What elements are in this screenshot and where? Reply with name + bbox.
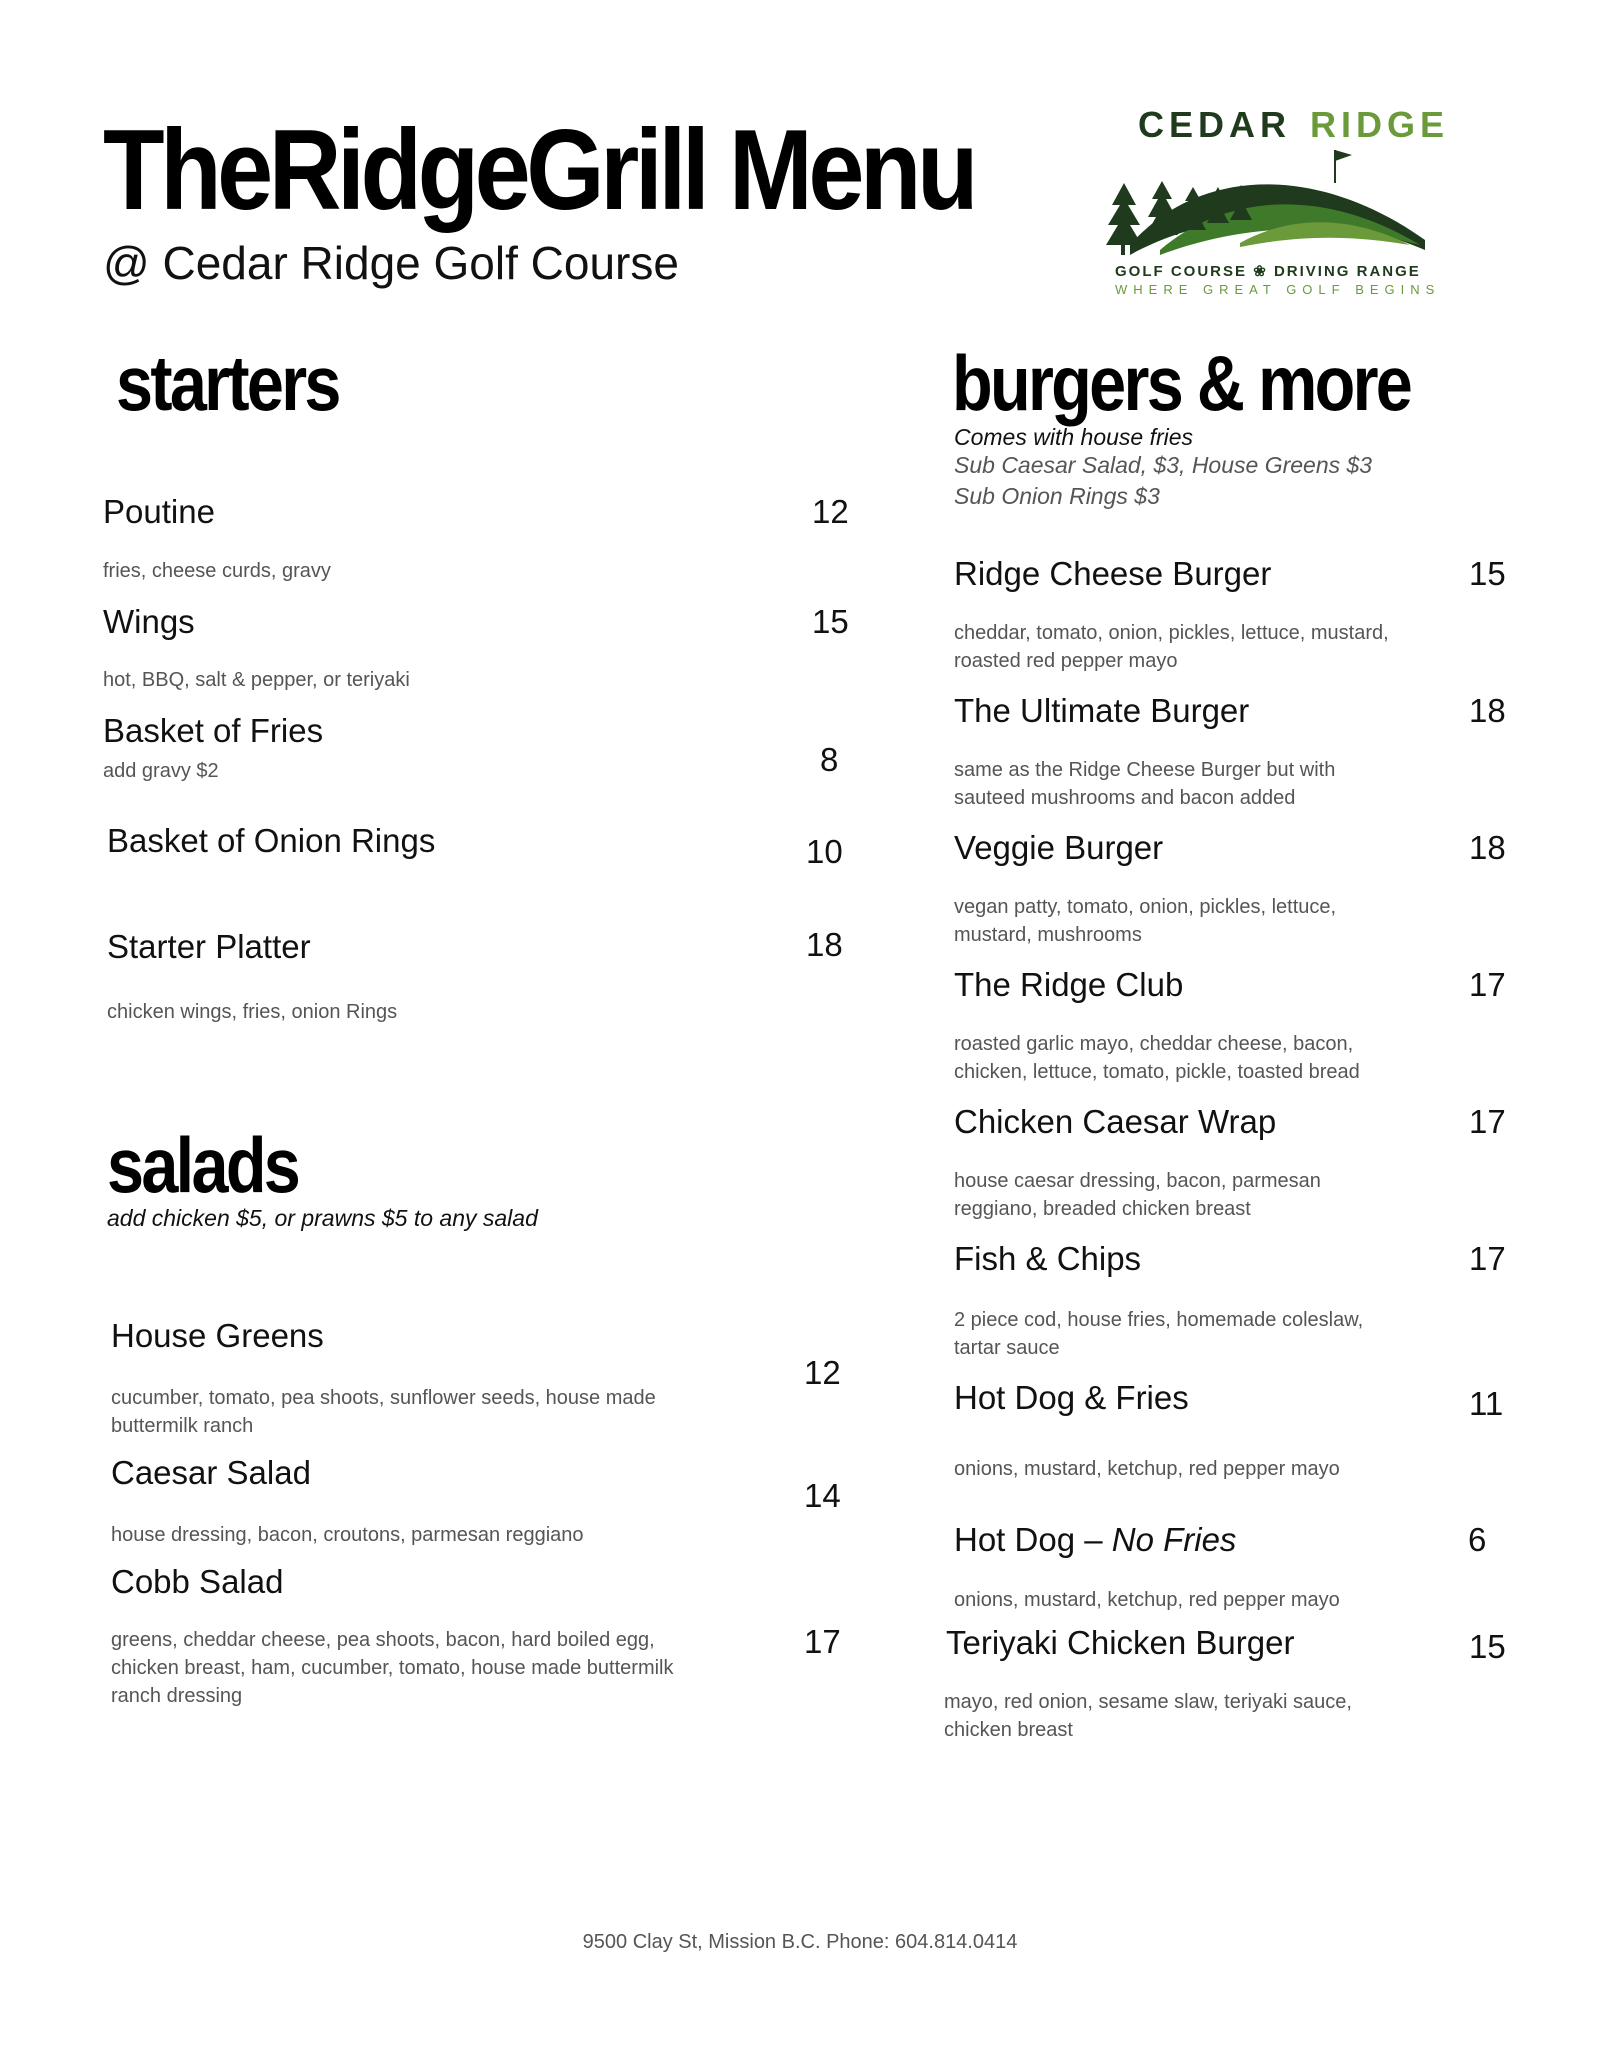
- menu-item-price: 15: [812, 603, 849, 640]
- menu-item-desc: house caesar dressing, bacon, parmesan reggiano, breaded chicken breast: [954, 1170, 1321, 1220]
- logo-tagline-1: [1115, 262, 1421, 280]
- menu-item-desc: hot, BBQ, salt & pepper, or teriyaki: [103, 669, 410, 691]
- menu-item-name: Wings: [103, 603, 195, 640]
- menu-item-desc: cucumber, tomato, pea shoots, sunflower seeds, house made buttermilk ranch: [111, 1387, 656, 1437]
- menu-item-desc: fries, cheese curds, gravy: [103, 560, 331, 582]
- menu-item-desc: onions, mustard, ketchup, red pepper mayo: [954, 1589, 1340, 1611]
- menu-item-name-italic: No Fries: [1111, 1521, 1237, 1558]
- menu-item-name: Ridge Cheese Burger: [954, 555, 1272, 592]
- menu-item-name: Cobb Salad: [111, 1563, 284, 1600]
- menu-item-name: Caesar Salad: [111, 1454, 311, 1491]
- menu-item-desc: greens, cheddar cheese, pea shoots, bacon, hard boiled egg, chicken breast, ham, cucumber, tomato, house made buttermilk ranch dressing: [111, 1629, 674, 1707]
- menu-item-desc: same as the Ridge Cheese Burger but with sauteed mushrooms and bacon added: [954, 759, 1336, 809]
- menu-item-name: Poutine: [103, 493, 215, 530]
- maple-leaf-icon: ❀: [1253, 263, 1268, 280]
- menu-item-price: 17: [1469, 1103, 1506, 1140]
- menu-item-name: Teriyaki Chicken Burger: [946, 1624, 1295, 1661]
- menu-item-price: 18: [806, 926, 843, 963]
- menu-item-desc: vegan patty, tomato, onion, pickles, lettuce, mustard, mushrooms: [954, 896, 1337, 946]
- menu-item-desc: mayo, red onion, sesame slaw, teriyaki sauce, chicken breast: [944, 1691, 1352, 1741]
- logo-golf-course: GOLF COURSE: [1115, 263, 1248, 280]
- menu-item-price: 15: [1469, 555, 1506, 592]
- menu-item-name: The Ridge Club: [954, 966, 1184, 1003]
- menu-item-name: House Greens: [111, 1317, 324, 1354]
- menu-item-price: 6: [1468, 1521, 1487, 1558]
- logo-driving-range: DRIVING RANGE: [1273, 263, 1421, 280]
- salads-note: add chicken $5, or prawns $5 to any salad: [107, 1205, 538, 1231]
- burgers-note-sub-salad: Sub Caesar Salad, $3, House Greens $3: [954, 452, 1373, 478]
- burgers-note-sub-rings: Sub Onion Rings $3: [954, 483, 1160, 509]
- menu-item-name: Chicken Caesar Wrap: [954, 1103, 1277, 1140]
- menu-item-name: Hot Dog & Fries: [954, 1379, 1189, 1416]
- logo-tagline-2: WHERE GREAT GOLF BEGINS: [1115, 282, 1441, 297]
- menu-item-desc: cheddar, tomato, onion, pickles, lettuce, mustard, roasted red pepper mayo: [954, 622, 1389, 672]
- menu-item-desc: house dressing, bacon, croutons, parmesan reggiano: [111, 1524, 584, 1546]
- menu-item-name: Basket of Onion Rings: [107, 822, 436, 859]
- menu-item-price: 11: [1469, 1385, 1504, 1422]
- burgers-note-fries: Comes with house fries: [954, 424, 1194, 450]
- menu-subtitle: @ Cedar Ridge Golf Course: [103, 237, 679, 289]
- menu-item-price: 8: [820, 741, 839, 778]
- starters-heading: starters: [116, 339, 339, 427]
- menu-item-name: [954, 1522, 1236, 1558]
- menu-title: TheRidgeGrill Menu: [103, 105, 975, 234]
- burgers-heading: burgers & more: [952, 339, 1411, 427]
- menu-item-desc: roasted garlic mayo, cheddar cheese, bacon, chicken, lettuce, tomato, pickle, toasted bread: [954, 1033, 1360, 1083]
- menu-item-name: The Ultimate Burger: [954, 692, 1250, 729]
- menu-item-name: Fish & Chips: [954, 1240, 1142, 1277]
- menu-item-price: 12: [812, 493, 849, 530]
- menu-item-price: 18: [1469, 692, 1506, 729]
- menu-item-price: 10: [806, 833, 843, 870]
- menu-item-price: 12: [804, 1354, 841, 1391]
- menu-item-desc: 2 piece cod, house fries, homemade coleslaw, tartar sauce: [954, 1309, 1364, 1359]
- footer-address: 9500 Clay St, Mission B.C. Phone: 604.814.0414: [582, 1931, 1018, 1953]
- menu-item-name: Basket of Fries: [103, 712, 324, 749]
- salads-heading: salads: [107, 1121, 299, 1209]
- menu-item-desc: add gravy $2: [103, 760, 219, 782]
- menu-item-price: 17: [804, 1623, 841, 1660]
- menu-item-name: Starter Platter: [107, 928, 311, 965]
- menu-item-name-main: Hot Dog –: [954, 1521, 1112, 1558]
- menu-item-name: Veggie Burger: [954, 829, 1164, 866]
- menu-item-price: 17: [1469, 966, 1506, 1003]
- menu-item-price: 14: [804, 1477, 841, 1514]
- logo-word-cedar: CEDAR: [1138, 104, 1292, 145]
- logo-word-ridge: RIDGE: [1310, 104, 1450, 145]
- menu-item-price: 17: [1469, 1240, 1506, 1277]
- menu-item-desc: onions, mustard, ketchup, red pepper mayo: [954, 1458, 1340, 1480]
- menu-item-desc: chicken wings, fries, onion Rings: [107, 1001, 398, 1023]
- menu-item-price: 18: [1469, 829, 1506, 866]
- menu-item-price: 15: [1469, 1628, 1506, 1665]
